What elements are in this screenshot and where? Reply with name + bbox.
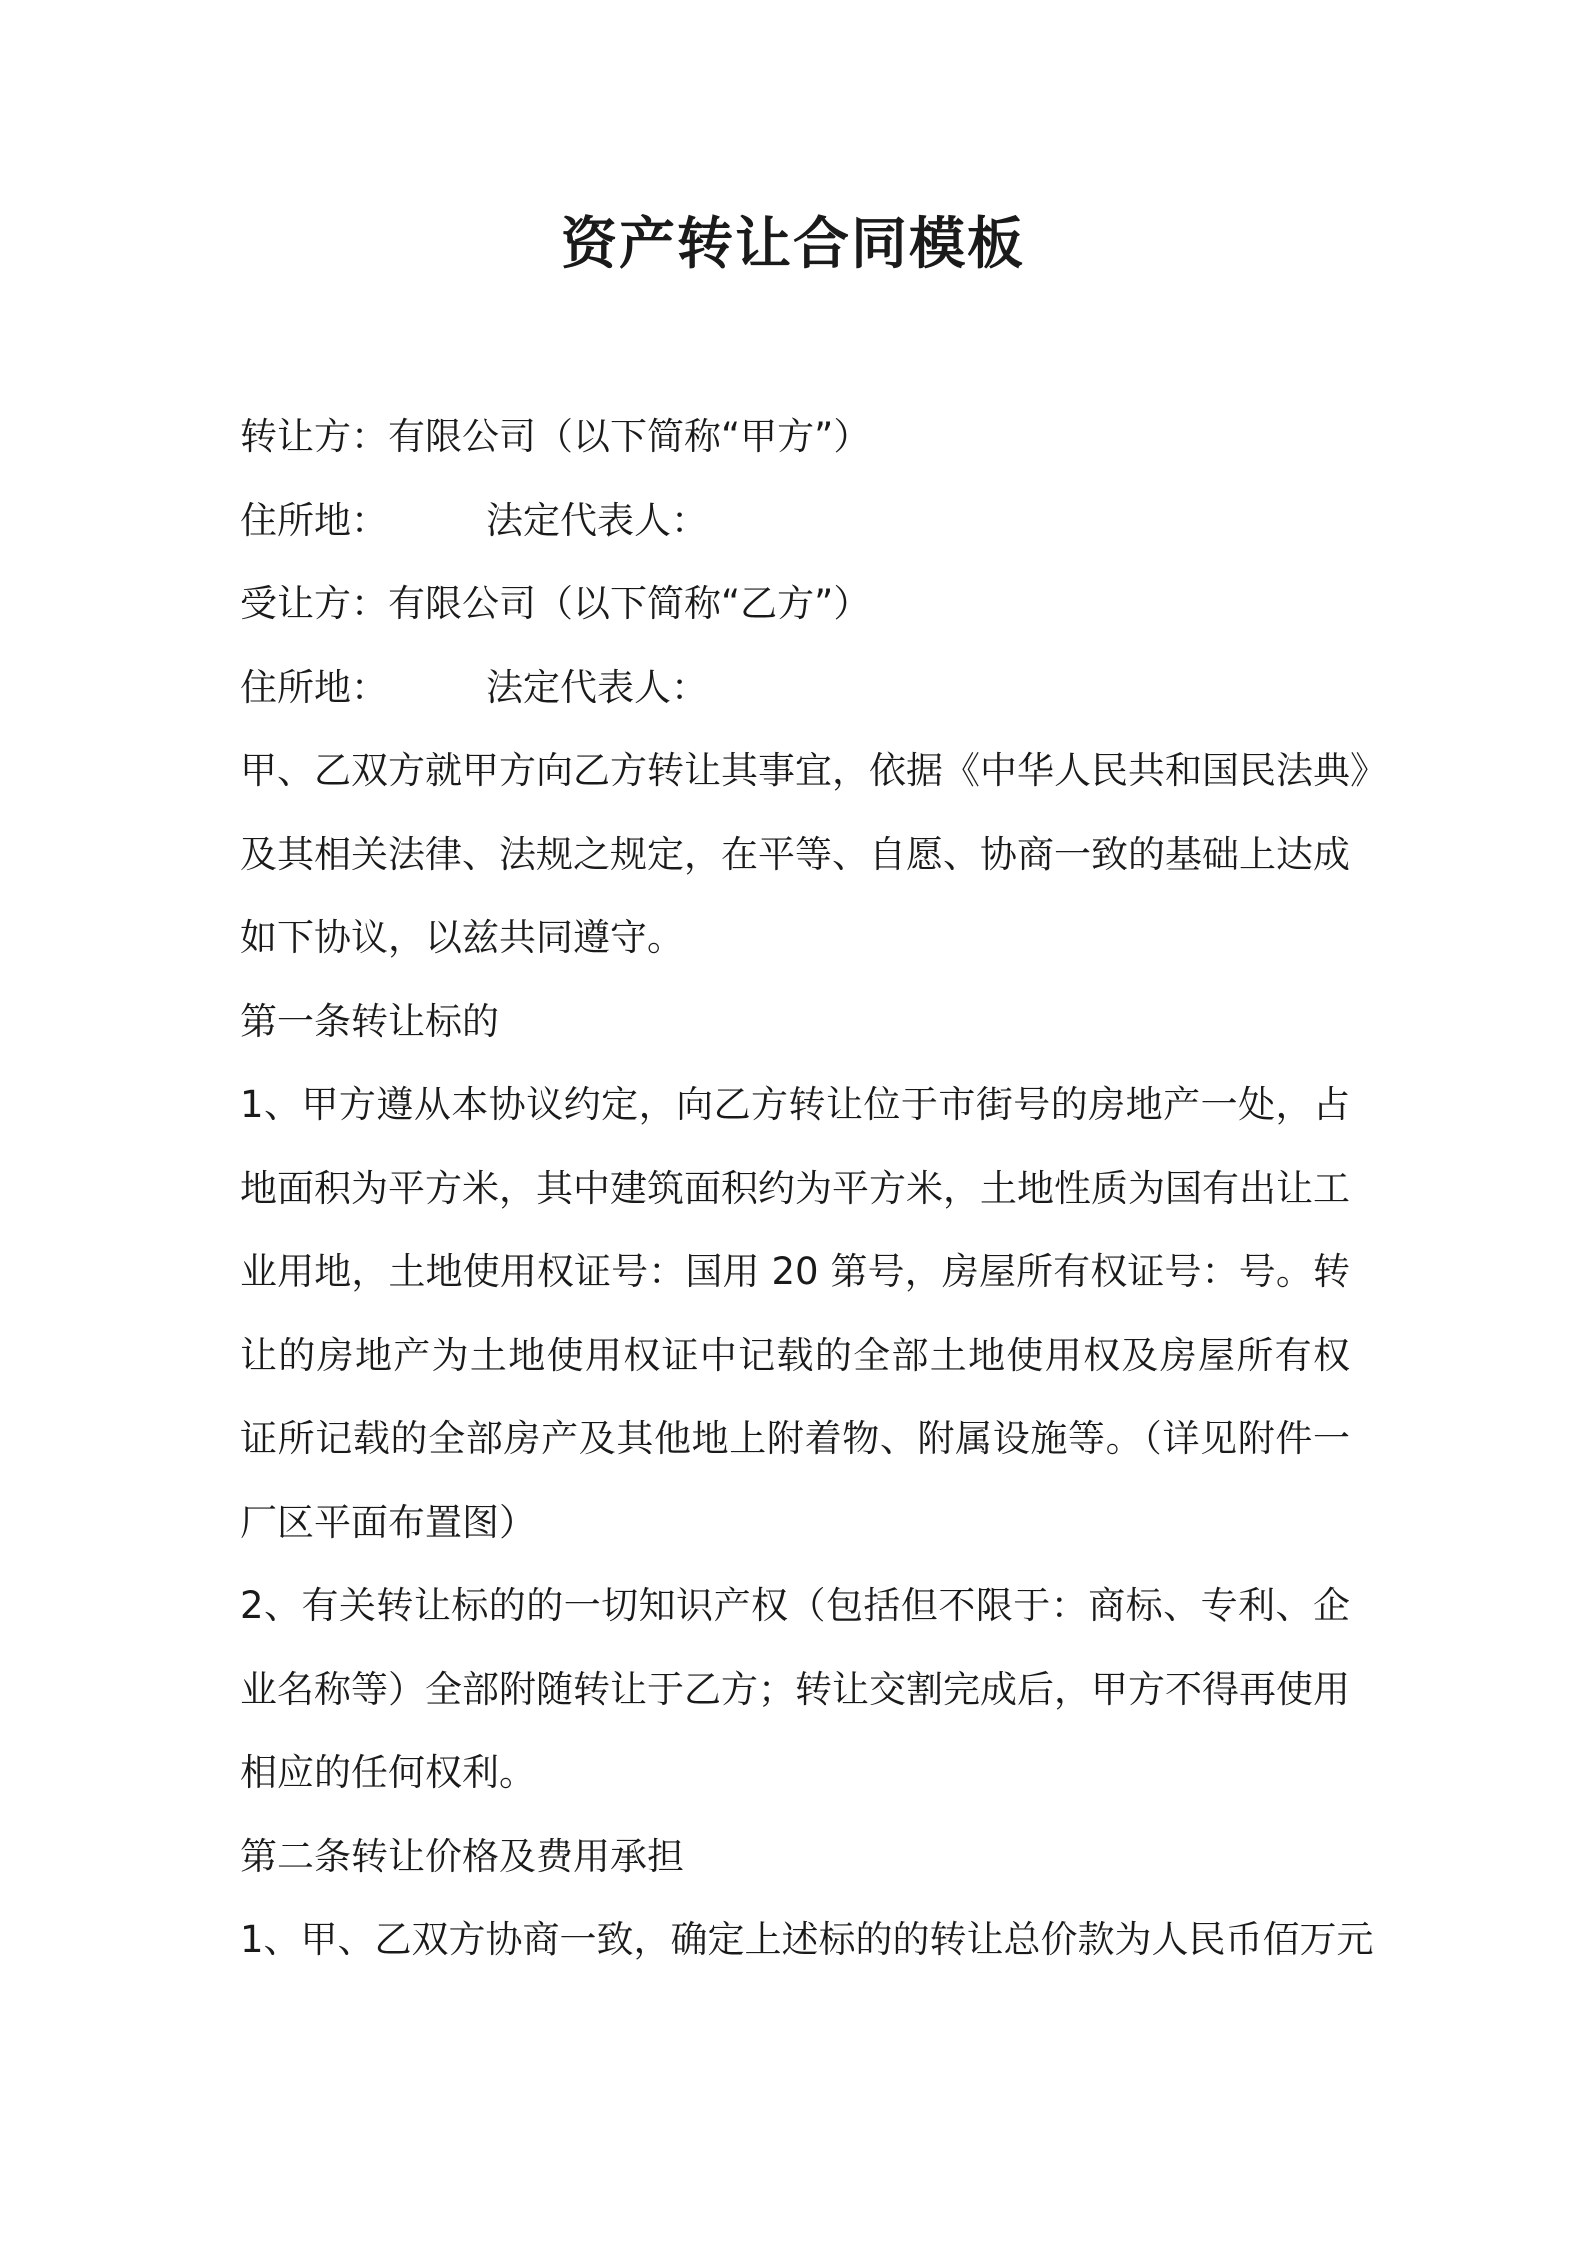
transferor-address-label: 住所地： (240, 498, 388, 542)
article1-clause1-line-3: 业用地，土地使用权证号：国用 20 第号，房屋所有权证号：号。转 (240, 1250, 1350, 1293)
document-body (240, 395, 1387, 1982)
transferee-address-label: 住所地： (240, 665, 388, 709)
preamble-line-2: 及其相关法律、法规之规定，在平等、自愿、协商一致的基础上达成 (240, 832, 1350, 876)
transferee-rep-label: 法定代表人： (486, 665, 708, 709)
article1-clause2-line-1: 2、有关转让标的的一切知识产权（包括但不限于：商标、专利、企 (240, 1584, 1350, 1627)
transferor-rep-label: 法定代表人： (486, 498, 708, 542)
preamble-line-3: 如下协议，以兹共同遵守。 (240, 916, 684, 959)
transferee-address-line (240, 646, 1350, 730)
article1-clause1-line-4: 让的房地产为土地使用权证中记载的全部土地使用权及房屋所有权 (240, 1333, 1350, 1377)
article1-clause1-line-2: 地面积为平方米，其中建筑面积约为平方米，土地性质为国有出让工 (240, 1166, 1350, 1210)
transferor-address-line (240, 479, 1350, 563)
transferor-line: 转让方：有限公司（以下简称“甲方”） (240, 415, 871, 458)
article1-clause2-line-2: 业名称等）全部附随转让于乙方；转让交割完成后，甲方不得再使用 (240, 1667, 1350, 1711)
article1-clause1-line-5: 证所记载的全部房产及其他地上附着物、附属设施等。（详见附件一 (240, 1417, 1350, 1460)
article1-clause2-line-3: 相应的任何权利。 (240, 1751, 536, 1794)
article2-clause1-line-1: 1、甲、乙双方协商一致，确定上述标的的转让总价款为人民币佰万元 (240, 1918, 1374, 1961)
article1-clause1-line-1: 1、甲方遵从本协议约定，向乙方转让位于市街号的房地产一处，占 (240, 1083, 1350, 1126)
article1-clause1-line-6: 厂区平面布置图） (240, 1500, 536, 1544)
article2-heading: 第二条转让价格及费用承担 (240, 1834, 684, 1878)
document-title: 资产转让合同模板 (561, 212, 1025, 277)
article1-heading: 第一条转让标的 (240, 999, 499, 1043)
transferee-line: 受让方：有限公司（以下简称“乙方”） (240, 582, 871, 625)
preamble-line-1: 甲、乙双方就甲方向乙方转让其事宜，依据《中华人民共和国民法典》 (240, 749, 1387, 792)
